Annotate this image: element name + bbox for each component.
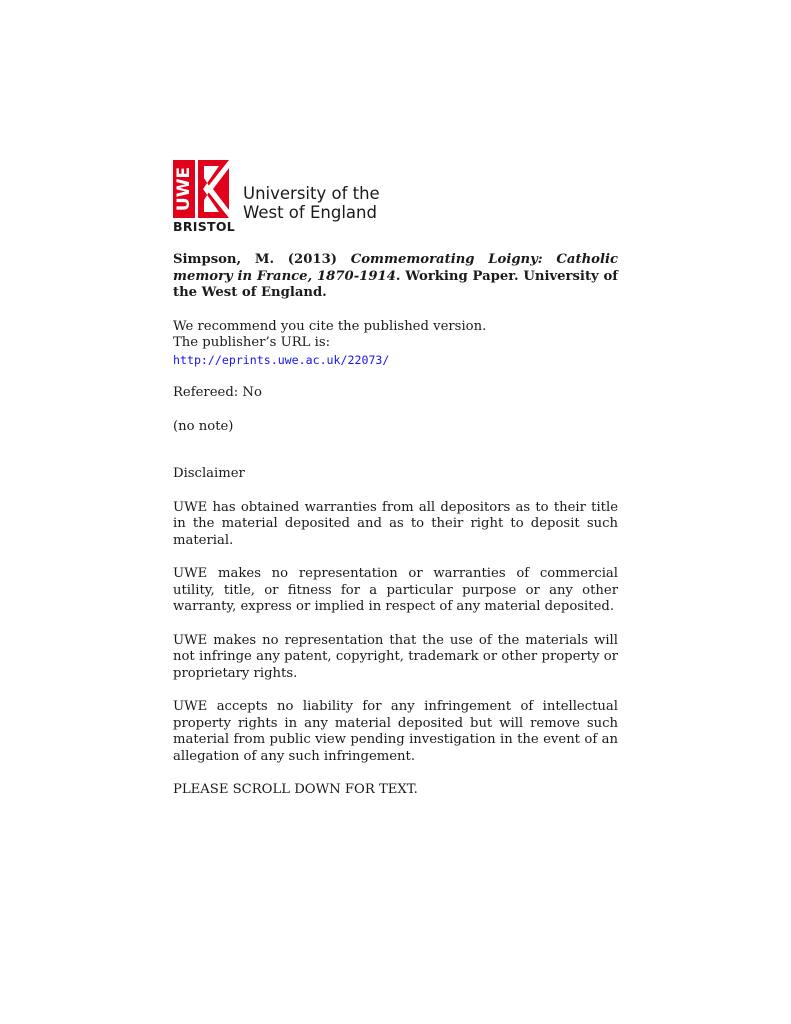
- cover-content: [173, 160, 618, 799]
- disclaimer-paragraph-4: UWE accepts no liability for any infringement of intellectual property rights in any material deposited but will remove such material from public view pending investigation in the event of an allegation of any such infringement.: [173, 699, 618, 764]
- scroll-down-notice: PLEASE SCROLL DOWN FOR TEXT.: [173, 782, 418, 797]
- disclaimer-heading: Disclaimer: [173, 466, 245, 481]
- citation-authors: Simpson, M. (2013): [173, 252, 337, 267]
- university-name: [243, 184, 380, 222]
- refereed-status: Refereed: No: [173, 385, 262, 400]
- publisher-url-link[interactable]: http://eprints.uwe.ac.uk/22073/: [173, 352, 390, 367]
- city-label: BRISTOL: [173, 219, 236, 234]
- uwe-logo: [173, 160, 380, 234]
- note: (no note): [173, 418, 234, 434]
- disclaimer-paragraph-1: UWE has obtained warranties from all depositors as to their title in the material deposited and as to their right to deposit such material.: [173, 499, 618, 548]
- recommend-line2: The publisher’s URL is:: [173, 335, 331, 350]
- citation-title: Commemorating Loigny: Catholic memory in France, 1870-1914: [173, 252, 618, 284]
- university-name-line2: West of England: [243, 203, 377, 222]
- disclaimer-paragraph-2: UWE makes no representation or warranties of commercial utility, title, or fitness for a particular purpose or any other warranty, express or implied in respect of any material deposited.: [173, 566, 618, 614]
- disclaimer-paragraph-3: UWE makes no representation that the use of the materials will not infringe any patent, copyright, trademark or other property or proprietary rights.: [173, 632, 618, 681]
- university-name-line1: University of the: [243, 184, 380, 203]
- uwe-logo-mark-text: UWE: [174, 166, 194, 212]
- citation-suffix: . Working Paper. University of the West of England.: [173, 268, 618, 300]
- citation: [173, 252, 618, 302]
- uwe-logo-mark-icon: [173, 160, 233, 218]
- recommend-block: [173, 319, 618, 369]
- recommend-line1: We recommend you cite the published version.: [173, 318, 487, 334]
